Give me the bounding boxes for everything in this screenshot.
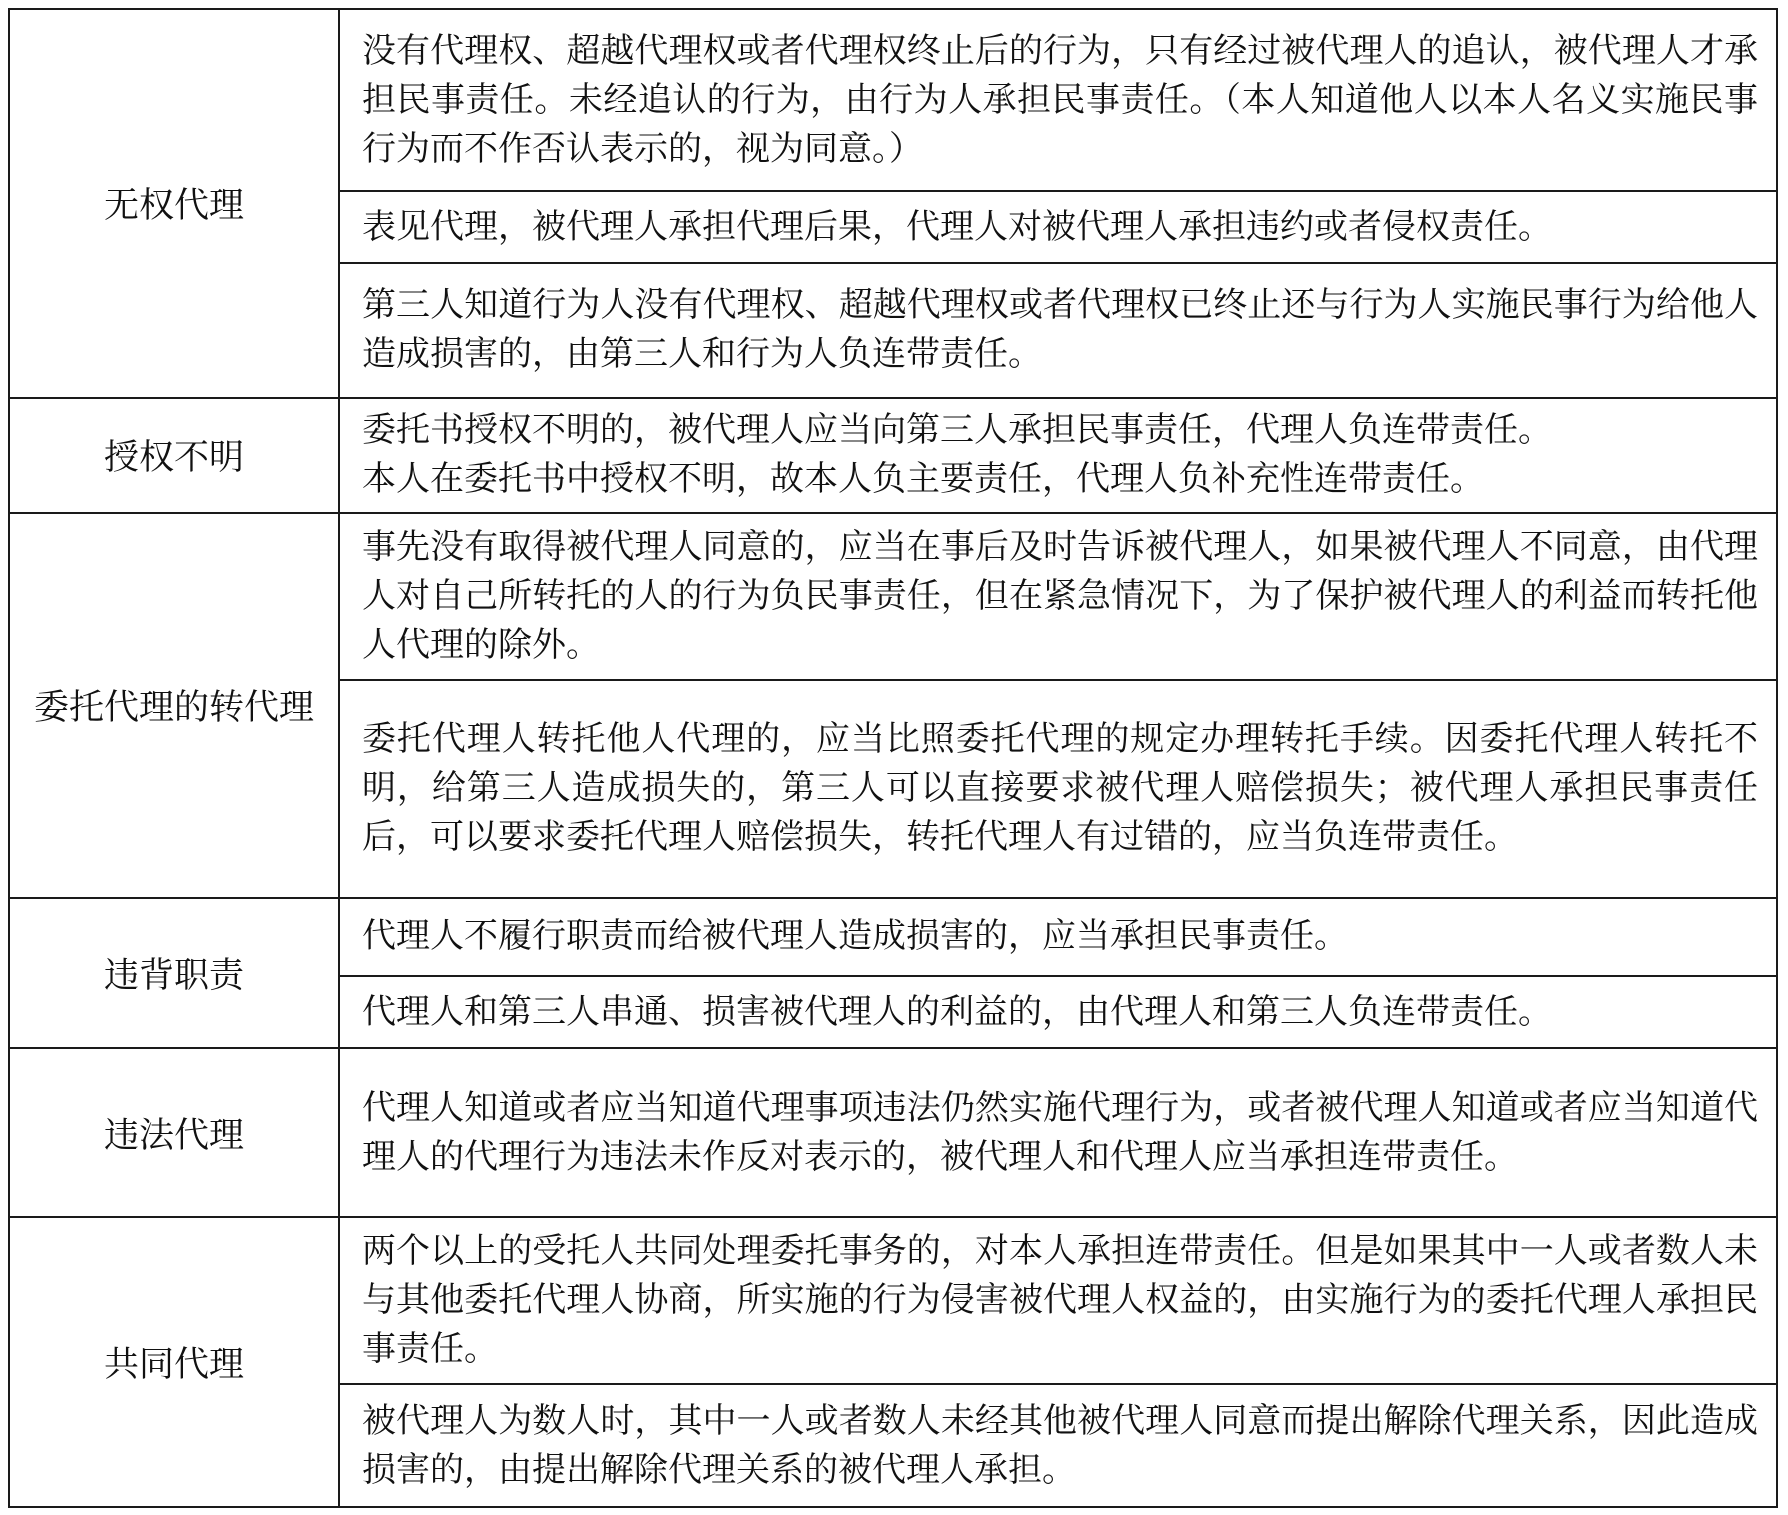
category-cell: 违背职责 bbox=[9, 898, 339, 1049]
table-row bbox=[9, 1048, 1777, 1217]
description-cell bbox=[339, 680, 1777, 898]
description-text: 被代理人为数人时，其中一人或者数人未经其他被代理人同意而提出解除代理关系，因此造成损害的，由提出解除代理关系的被代理人承担。 bbox=[362, 1400, 1758, 1490]
category-cell: 共同代理 bbox=[9, 1217, 339, 1507]
description-text: 表见代理，被代理人承担代理后果，代理人对被代理人承担违约或者侵权责任。 bbox=[362, 206, 1552, 247]
description-text: 委托书授权不明的，被代理人应当向第三人承担民事责任，代理人负连带责任。 bbox=[362, 410, 1552, 451]
description-cell bbox=[339, 898, 1777, 976]
category-cell: 授权不明 bbox=[9, 398, 339, 513]
description-text: 两个以上的受托人共同处理委托事务的，对本人承担连带责任。但是如果其中一人或者数人未与其他委托代理人协商，所实施的行为侵害被代理人权益的，由实施行为的委托代理人承担民事责任。 bbox=[362, 1231, 1758, 1370]
category-cell: 委托代理的转代理 bbox=[9, 513, 339, 898]
description-cell bbox=[339, 1217, 1777, 1384]
description-text: 没有代理权、超越代理权或者代理权终止后的行为，只有经过被代理人的追认，被代理人才承担民事责任。未经追认的行为，由行为人承担民事责任。（本人知道他人以本人名义实施民事行为而不作否认表示的，视为同意。） bbox=[362, 30, 1758, 169]
description-cell bbox=[339, 263, 1777, 398]
description-text: 第三人知道行为人没有代理权、超越代理权或者代理权已终止还与行为人实施民事行为给他人造成损害的，由第三人和行为人负连带责任。 bbox=[362, 285, 1758, 375]
description-text: 本人在委托书中授权不明，故本人负主要责任，代理人负补充性连带责任。 bbox=[362, 459, 1484, 500]
description-cell bbox=[339, 513, 1777, 680]
table-row bbox=[9, 898, 1777, 976]
category-cell: 违法代理 bbox=[9, 1048, 339, 1217]
table-row bbox=[9, 1217, 1777, 1384]
description-text: 代理人知道或者应当知道代理事项违法仍然实施代理行为，或者被代理人知道或者应当知道代理人的代理行为违法未作反对表示的，被代理人和代理人应当承担连带责任。 bbox=[362, 1087, 1758, 1177]
description-cell bbox=[339, 191, 1777, 262]
description-cell bbox=[339, 1384, 1777, 1507]
description-cell bbox=[339, 1048, 1777, 1217]
description-cell bbox=[339, 9, 1777, 191]
category-cell: 无权代理 bbox=[9, 9, 339, 398]
description-text: 代理人和第三人串通、损害被代理人的利益的，由代理人和第三人负连带责任。 bbox=[362, 991, 1552, 1032]
description-text: 委托代理人转托他人代理的，应当比照委托代理的规定办理转托手续。因委托代理人转托不明，给第三人造成损失的，第三人可以直接要求被代理人赔偿损失；被代理人承担民事责任后，可以要求委托代理人赔偿损失，转托代理人有过错的，应当负连带责任。 bbox=[362, 719, 1758, 858]
description-text: 事先没有取得被代理人同意的，应当在事后及时告诉被代理人，如果被代理人不同意，由代理人对自己所转托的人的行为负民事责任，但在紧急情况下，为了保护被代理人的利益而转托他人代理的除外。 bbox=[362, 527, 1758, 666]
description-cell bbox=[339, 976, 1777, 1048]
description-cell bbox=[339, 398, 1777, 513]
table-row bbox=[9, 513, 1777, 680]
table-row bbox=[9, 398, 1777, 513]
description-text: 代理人不履行职责而给被代理人造成损害的，应当承担民事责任。 bbox=[362, 916, 1348, 957]
table-row bbox=[9, 9, 1777, 191]
agency-liability-table bbox=[8, 8, 1778, 1508]
